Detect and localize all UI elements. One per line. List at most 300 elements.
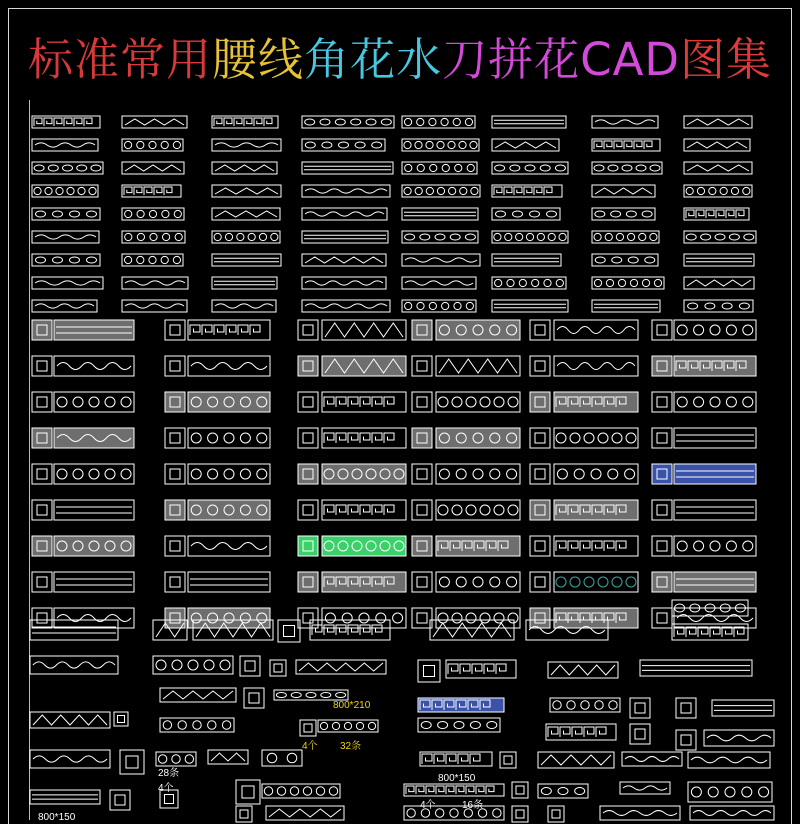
molding-strip xyxy=(492,139,559,151)
molding-scroll xyxy=(726,325,736,335)
molding-circle xyxy=(553,701,561,709)
molding-wave xyxy=(557,327,635,334)
molding-circle xyxy=(507,279,514,286)
molding-strip xyxy=(492,208,560,220)
molding-scroll xyxy=(53,211,63,217)
molding-circle xyxy=(708,787,718,797)
corner-block xyxy=(412,536,432,556)
molding-scroll xyxy=(191,433,201,443)
molding-circle xyxy=(642,279,649,286)
molding-scroll xyxy=(306,693,316,698)
title-char: 腰 xyxy=(212,33,259,86)
molding-circle xyxy=(759,787,769,797)
title-char: 准 xyxy=(73,33,120,86)
title-char: 花 xyxy=(350,33,397,86)
molding-strip xyxy=(32,208,100,220)
molding-strip xyxy=(554,572,638,592)
corner-block xyxy=(500,752,516,768)
molding-circle xyxy=(57,469,67,479)
molding-wave xyxy=(35,143,95,147)
molding-strip xyxy=(402,162,477,174)
molding-zigzag xyxy=(125,165,181,171)
molding-circle xyxy=(609,701,617,709)
molding-circle xyxy=(264,787,272,795)
molding-circle xyxy=(471,187,478,194)
molding-strip xyxy=(302,254,386,266)
molding-circle xyxy=(45,187,52,194)
molding-scroll xyxy=(496,211,506,217)
molding-circle xyxy=(149,256,156,263)
molding-scroll xyxy=(744,234,754,240)
molding-circle xyxy=(237,233,244,240)
corner-block xyxy=(548,806,564,822)
molding-greek-key xyxy=(448,664,506,674)
molding-scroll xyxy=(480,505,490,515)
molding-circle xyxy=(625,469,635,479)
molding-circle xyxy=(225,233,232,240)
corner-block xyxy=(32,572,52,592)
corner-block-inner xyxy=(657,433,667,443)
corner-block-inner xyxy=(417,613,427,623)
corner-block-inner xyxy=(170,577,180,587)
molding-scroll xyxy=(595,211,605,217)
molding-circle xyxy=(248,233,255,240)
molding-circle xyxy=(137,233,144,240)
corner-block-inner xyxy=(303,613,313,623)
molding-strip xyxy=(32,277,103,289)
corner-block xyxy=(165,536,185,556)
corner-block-inner xyxy=(417,577,427,587)
molding-scroll xyxy=(743,325,753,335)
title-char: 线 xyxy=(258,33,305,86)
molding-strip xyxy=(274,690,348,700)
title-char: 用 xyxy=(166,33,213,86)
molding-circle xyxy=(89,187,96,194)
molding-circle xyxy=(174,210,181,217)
molding-circle xyxy=(516,233,523,240)
molding-scroll xyxy=(541,788,551,795)
molding-strip xyxy=(402,139,479,151)
corner-block xyxy=(32,536,52,556)
molding-circle xyxy=(34,187,41,194)
molding-circle xyxy=(544,279,551,286)
corner-block-inner xyxy=(170,433,180,443)
molding-scroll xyxy=(584,433,594,443)
molding-circle xyxy=(267,753,277,763)
molding-strip xyxy=(554,356,638,376)
molding-strip xyxy=(32,162,103,174)
molding-wave xyxy=(215,143,278,147)
molding-greek-key xyxy=(494,187,552,195)
molding-circle xyxy=(731,187,738,194)
molding-scroll xyxy=(694,325,704,335)
molding-circle xyxy=(465,118,472,125)
corner-block-inner xyxy=(274,664,282,672)
molding-circle xyxy=(417,164,424,171)
molding-strip xyxy=(122,116,187,128)
molding-strip xyxy=(122,139,183,151)
molding-circle xyxy=(188,660,198,670)
molding-zigzag xyxy=(305,257,383,263)
molding-circle xyxy=(78,187,85,194)
molding-strip xyxy=(684,139,750,151)
molding-scroll xyxy=(575,788,585,795)
molding-circle xyxy=(287,753,297,763)
molding-scroll xyxy=(70,257,80,263)
molding-scroll xyxy=(34,165,44,171)
molding-circle xyxy=(320,722,327,729)
molding-strip xyxy=(492,231,568,243)
molding-circle xyxy=(426,141,433,148)
molding-circle xyxy=(453,118,460,125)
molding-wave xyxy=(191,543,267,550)
molding-scroll xyxy=(208,469,218,479)
molding-greek-key xyxy=(214,118,272,126)
molding-scroll xyxy=(305,142,315,148)
molding-zigzag xyxy=(687,280,751,286)
molding-scroll xyxy=(722,303,732,309)
molding-scroll xyxy=(87,257,97,263)
corner-block xyxy=(652,356,672,376)
label-count-16: 16条 xyxy=(462,800,484,811)
molding-strip xyxy=(704,730,774,746)
molding-circle xyxy=(105,397,115,407)
corner-block-inner xyxy=(170,361,180,371)
molding-circle xyxy=(415,141,422,148)
molding-strip xyxy=(30,656,118,674)
molding-circle xyxy=(505,233,512,240)
molding-strip xyxy=(436,572,520,592)
molding-scroll xyxy=(240,469,250,479)
corner-block xyxy=(298,428,318,448)
molding-strip xyxy=(554,428,638,448)
molding-zigzag xyxy=(687,142,747,148)
corner-block xyxy=(412,572,432,592)
molding-circle xyxy=(630,279,637,286)
molding-strip xyxy=(592,116,658,128)
molding-scroll xyxy=(305,119,315,125)
corner-block-inner xyxy=(170,469,180,479)
molding-wave xyxy=(125,281,185,285)
molding-strip xyxy=(208,750,248,764)
molding-scroll xyxy=(480,397,490,407)
molding-wave xyxy=(35,235,96,239)
molding-zigzag xyxy=(33,715,107,725)
molding-zigzag xyxy=(125,119,184,125)
molding-greek-key xyxy=(686,210,744,218)
molding-scroll xyxy=(366,119,376,125)
molding-strip xyxy=(436,428,520,448)
molding-scroll xyxy=(608,165,618,171)
molding-scroll xyxy=(494,397,504,407)
molding-scroll xyxy=(510,165,520,171)
molding-circle xyxy=(677,541,687,551)
corner-block xyxy=(530,356,550,376)
molding-circle xyxy=(686,187,693,194)
molding-greek-key xyxy=(594,141,652,149)
molding-wave xyxy=(33,662,115,668)
corner-block-inner xyxy=(37,361,47,371)
corner-block xyxy=(165,320,185,340)
molding-scroll xyxy=(70,211,80,217)
molding-circle xyxy=(441,118,448,125)
molding-circle xyxy=(162,210,169,217)
molding-scroll xyxy=(612,257,622,263)
molding-scroll xyxy=(570,433,580,443)
corner-block xyxy=(652,464,672,484)
molding-strip xyxy=(54,392,134,412)
title-char: 水 xyxy=(396,33,443,86)
molding-strip xyxy=(212,277,277,289)
corner-block-inner xyxy=(424,666,435,677)
molding-strip xyxy=(302,300,390,312)
molding-strip xyxy=(188,572,270,592)
molding-scroll xyxy=(645,257,655,263)
molding-circle xyxy=(290,787,298,795)
molding-zigzag xyxy=(551,665,615,675)
corner-block xyxy=(32,356,52,376)
molding-wave xyxy=(693,811,771,816)
corner-block xyxy=(412,608,432,628)
corner-block-inner xyxy=(417,505,427,515)
molding-circle xyxy=(405,302,412,309)
molding-strip xyxy=(538,784,588,798)
corner-block xyxy=(652,572,672,592)
corner-block-inner xyxy=(170,325,180,335)
molding-scroll xyxy=(276,693,286,698)
corner-block xyxy=(530,500,550,520)
molding-scroll xyxy=(438,505,448,515)
molding-strip xyxy=(674,392,756,412)
molding-strip xyxy=(54,320,134,340)
molding-strip xyxy=(32,185,98,197)
molding-zigzag xyxy=(215,188,278,194)
molding-strip xyxy=(302,139,385,151)
corner-block xyxy=(676,698,696,718)
molding-greek-key xyxy=(406,786,494,794)
molding-circle xyxy=(407,809,415,817)
molding-circle xyxy=(709,187,716,194)
label-dimension-800x150-b: 800*150 xyxy=(38,812,76,823)
corner-block xyxy=(165,572,185,592)
corner-block-inner xyxy=(303,397,313,407)
molding-circle xyxy=(710,397,720,407)
corner-block xyxy=(530,464,550,484)
molding-circle xyxy=(368,722,375,729)
corner-block-inner xyxy=(165,795,174,804)
corner-block xyxy=(676,730,696,750)
molding-wave xyxy=(707,735,771,741)
corner-block xyxy=(165,428,185,448)
molding-strip xyxy=(212,208,280,220)
corner-block xyxy=(298,572,318,592)
molding-greek-key xyxy=(324,505,394,515)
molding-circle xyxy=(417,302,424,309)
molding-scroll xyxy=(494,505,504,515)
molding-circle xyxy=(442,164,449,171)
molding-zigzag xyxy=(495,142,556,148)
molding-scroll xyxy=(224,433,234,443)
molding-strip xyxy=(30,790,100,804)
corner-block-inner xyxy=(535,433,545,443)
molding-scroll xyxy=(466,505,476,515)
corner-block-inner xyxy=(657,613,667,623)
corner-block xyxy=(630,724,650,744)
molding-scroll xyxy=(636,165,646,171)
molding-scroll xyxy=(705,303,715,309)
molding-wave xyxy=(557,363,635,370)
molding-wave xyxy=(35,281,100,285)
corner-block-inner xyxy=(535,469,545,479)
molding-circle xyxy=(743,397,753,407)
molding-strip xyxy=(402,116,475,128)
label-count-4: 4个 xyxy=(302,741,318,752)
corner-block-inner xyxy=(303,505,313,515)
molding-circle xyxy=(581,701,589,709)
corner-block xyxy=(652,428,672,448)
molding-circle xyxy=(303,787,311,795)
molding-circle xyxy=(743,541,753,551)
molding-scroll xyxy=(495,165,505,171)
molding-scroll xyxy=(291,693,301,698)
molding-scroll xyxy=(421,722,431,729)
molding-circle xyxy=(537,233,544,240)
corner-block-inner xyxy=(535,541,545,551)
label-count-28: 28条 xyxy=(158,768,180,779)
molding-circle xyxy=(490,469,500,479)
molding-strip xyxy=(188,428,270,448)
corner-block xyxy=(412,392,432,412)
molding-circle xyxy=(556,279,563,286)
corner-block xyxy=(32,500,52,520)
molding-scroll xyxy=(494,613,504,623)
molding-circle xyxy=(608,469,618,479)
molding-scroll xyxy=(480,613,490,623)
corner-block xyxy=(32,320,52,340)
molding-circle xyxy=(376,613,386,623)
molding-scroll xyxy=(405,234,415,240)
molding-strip xyxy=(402,231,478,243)
molding-wave xyxy=(405,281,473,285)
molding-strip xyxy=(554,464,638,484)
corner-block xyxy=(110,790,130,810)
molding-strip xyxy=(684,254,754,266)
molding-wave xyxy=(405,258,477,262)
corner-block xyxy=(530,392,550,412)
molding-wave xyxy=(33,756,107,762)
corner-block xyxy=(165,608,185,628)
molding-scroll xyxy=(555,165,565,171)
molding-circle xyxy=(73,397,83,407)
molding-scroll xyxy=(688,303,698,309)
molding-scroll xyxy=(438,397,448,407)
corner-block xyxy=(630,698,650,718)
title-char: A xyxy=(612,33,645,86)
molding-circle xyxy=(178,721,186,729)
corner-block xyxy=(412,356,432,376)
molding-circle xyxy=(605,233,612,240)
corner-block xyxy=(412,320,432,340)
molding-circle xyxy=(325,613,335,623)
molding-circle xyxy=(460,187,467,194)
molding-zigzag xyxy=(299,663,383,671)
molding-circle xyxy=(548,233,555,240)
corner-block xyxy=(298,320,318,340)
molding-circle xyxy=(121,397,131,407)
molding-scroll xyxy=(558,788,568,795)
molding-scroll xyxy=(224,469,234,479)
corner-block-inner xyxy=(240,810,248,818)
molding-circle xyxy=(726,397,736,407)
corner-block xyxy=(652,608,672,628)
molding-circle xyxy=(442,302,449,309)
molding-circle xyxy=(163,233,170,240)
molding-circle xyxy=(121,469,131,479)
molding-circle xyxy=(494,233,501,240)
molding-circle xyxy=(559,233,566,240)
corner-block xyxy=(244,688,264,708)
molding-scroll xyxy=(36,257,46,263)
corner-block xyxy=(512,782,528,798)
corner-block xyxy=(114,712,128,726)
molding-circle xyxy=(415,187,422,194)
molding-circle xyxy=(591,469,601,479)
molding-circle xyxy=(57,397,67,407)
corner-block-inner xyxy=(635,703,645,713)
molding-zigzag xyxy=(595,188,652,194)
molding-circle xyxy=(467,164,474,171)
corner-block xyxy=(270,660,286,676)
molding-circle xyxy=(439,577,449,587)
corner-block xyxy=(418,660,440,682)
molding-strip xyxy=(436,464,520,484)
molding-strip xyxy=(188,500,270,520)
molding-strip xyxy=(592,208,655,220)
corner-block xyxy=(240,656,260,676)
molding-scroll xyxy=(622,165,632,171)
molding-circle xyxy=(125,256,132,263)
molding-greek-key xyxy=(34,118,92,126)
corner-block xyxy=(165,500,185,520)
corner-block-inner xyxy=(635,729,645,739)
corner-block xyxy=(165,392,185,412)
molding-scroll xyxy=(320,119,330,125)
molding-strip xyxy=(592,254,658,266)
molding-circle xyxy=(448,141,455,148)
molding-scroll xyxy=(628,257,638,263)
molding-strip xyxy=(156,752,196,766)
corner-block-inner xyxy=(170,541,180,551)
molding-scroll xyxy=(336,693,346,698)
molding-scroll xyxy=(438,613,448,623)
molding-circle xyxy=(404,118,411,125)
molding-scroll xyxy=(570,577,580,587)
molding-wave xyxy=(35,304,94,308)
corner-block-inner xyxy=(115,795,125,805)
molding-circle xyxy=(149,210,156,217)
corner-block xyxy=(530,608,550,628)
molding-circle xyxy=(277,787,285,795)
molding-strip xyxy=(492,162,568,174)
molding-strip xyxy=(262,784,340,798)
molding-scroll xyxy=(77,165,87,171)
molding-strip xyxy=(402,185,480,197)
molding-zigzag xyxy=(433,623,511,637)
molding-circle xyxy=(125,210,132,217)
molding-scroll xyxy=(556,577,566,587)
title-char: D xyxy=(644,33,681,86)
molding-circle xyxy=(436,809,444,817)
